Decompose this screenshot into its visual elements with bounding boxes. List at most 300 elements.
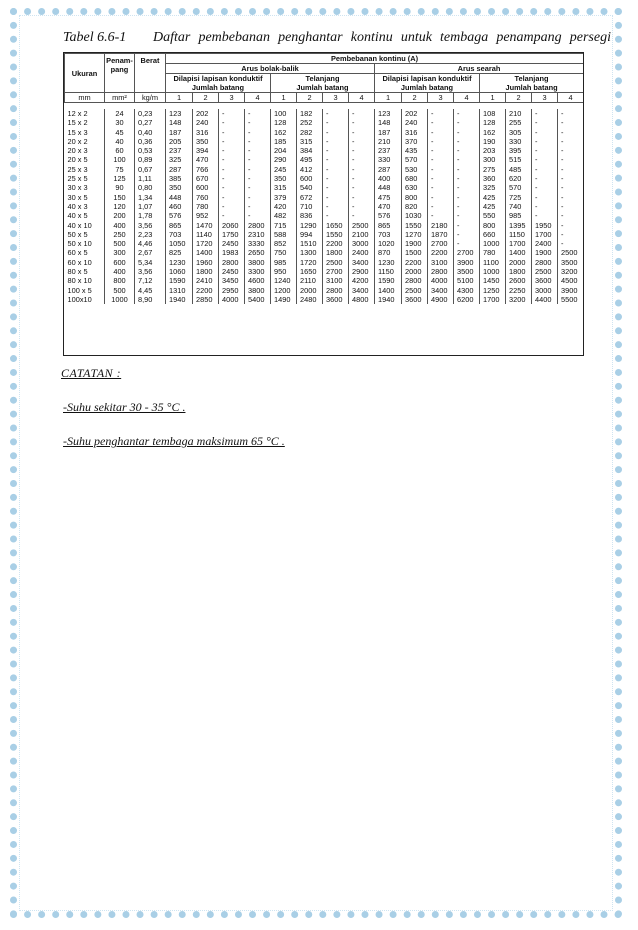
cell-current: 630 [402,183,428,192]
cell-current: 255 [506,118,532,127]
table-row [65,230,584,239]
notes-section [61,366,285,448]
load-table-frame [63,52,584,356]
cell-current: 210 [506,109,532,118]
cell-current: 2100 [349,230,375,239]
cell-current: 1750 [219,230,245,239]
cell-current: 2450 [219,267,245,276]
cell-current: 108 [480,109,506,118]
cell-berat: 0,80 [135,183,166,192]
cell-current: - [219,183,245,192]
cell-current: 4000 [428,276,454,285]
cell-current: 185 [271,137,297,146]
cell-current: 2450 [219,239,245,248]
cell-current: - [558,128,584,137]
cell-current: 5500 [558,295,584,304]
cell-current: 204 [271,146,297,155]
title-word: pembebanan [198,30,270,45]
header-pembebanan: Pembebanan kontinu (A) [166,54,584,64]
cell-current: - [349,183,375,192]
unit-bar-count: 4 [558,93,584,103]
cell-current: 3400 [349,258,375,267]
cell-ukuran: 20 x 3 [67,146,88,156]
cell-current: 715 [271,221,297,230]
cell-current: 330 [506,137,532,146]
cell-current: 740 [506,202,532,211]
cell-current: 1510 [297,239,323,248]
cell-current: - [428,211,454,220]
cell-current: 1550 [323,230,349,239]
cell-penampang: 800 [105,276,135,285]
cell-berat: 1,34 [135,193,166,202]
cell-current: - [245,211,271,220]
cell-current: 672 [297,193,323,202]
cell-current: 1310 [166,286,193,295]
header-ac-dilapisi-label: Dilapisi lapisan konduktif [173,74,263,83]
cell-ukuran: 80 x 10 [67,276,92,286]
cell-current: 865 [166,221,193,230]
cell-berat: 4,45 [135,286,166,295]
cell-current: - [454,118,480,127]
cell-current: - [428,128,454,137]
cell-current: 300 [480,155,506,164]
cell-current: 3200 [506,295,532,304]
cell-current: 1270 [402,230,428,239]
cell-current: 766 [193,165,219,174]
cell-current: 530 [402,165,428,174]
note-item: -Suhu sekitar 30 - 35 °C . [63,400,186,414]
unit-mm2: mm² [105,93,135,103]
cell-current: - [219,137,245,146]
cell-current: 660 [480,230,506,239]
cell-current: 2000 [402,267,428,276]
cell-current: 379 [271,193,297,202]
cell-current: 3300 [245,267,271,276]
cell-current: 576 [375,211,402,220]
cell-current: 275 [480,165,506,174]
cell-penampang: 30 [105,118,135,127]
cell-current: 1490 [271,295,297,304]
cell-current: 4600 [245,276,271,285]
cell-current: 2600 [506,276,532,285]
cell-current: 588 [271,230,297,239]
cell-ukuran: 25 x 3 [67,164,88,174]
cell-current: 100 [271,109,297,118]
header-dc-dilapisi [375,74,480,93]
cell-current: 600 [297,174,323,183]
table-row [65,165,584,174]
cell-current: 1700 [506,239,532,248]
cell-current: - [532,193,558,202]
cell-current: 2800 [532,258,558,267]
cell-current: - [245,155,271,164]
cell-current: 2800 [245,221,271,230]
cell-current: 950 [271,267,297,276]
cell-current: - [558,239,584,248]
cell-current: - [323,174,349,183]
cell-penampang: 24 [105,109,135,118]
cell-current: 425 [480,193,506,202]
cell-berat: 7,12 [135,276,166,285]
cell-current: 2500 [323,258,349,267]
cell-current: - [532,109,558,118]
cell-current: 3500 [558,258,584,267]
cell-current: - [558,118,584,127]
cell-current: 2500 [402,286,428,295]
cell-current: - [428,118,454,127]
cell-current: 182 [297,109,323,118]
cell-current: 750 [271,248,297,257]
cell-current: 3800 [245,258,271,267]
cell-current: 3000 [532,286,558,295]
cell-current: 5400 [245,295,271,304]
cell-penampang: 400 [105,221,135,230]
cell-current: - [349,128,375,137]
title-word: kontinu [350,30,393,45]
cell-current: 985 [271,258,297,267]
cell-current: 1000 [480,267,506,276]
cell-current: 780 [480,248,506,257]
cell-current: - [245,165,271,174]
unit-bar-count: 2 [506,93,532,103]
cell-ukuran: 30 x 5 [67,192,88,202]
cell-current: - [428,202,454,211]
cell-current: 1800 [323,248,349,257]
cell-current: 3600 [323,295,349,304]
cell-current: 3900 [558,286,584,295]
table-title [63,30,611,46]
cell-current: 2250 [506,286,532,295]
cell-current: - [558,193,584,202]
unit-bar-count: 4 [245,93,271,103]
cell-current: 780 [193,202,219,211]
unit-kgm: kg/m [135,93,166,103]
cell-current: 330 [375,155,402,164]
cell-current: 128 [480,118,506,127]
table-row [65,258,584,267]
header-berat: Berat [135,54,166,93]
cell-current: 282 [297,128,323,137]
title-word: penghantar [278,30,343,45]
cell-current: 2900 [349,267,375,276]
cell-current: 3450 [219,276,245,285]
cell-current: 3400 [349,286,375,295]
cell-current: 2500 [558,248,584,257]
unit-bar-count: 2 [297,93,323,103]
cell-current: 2060 [219,221,245,230]
cell-current: 2800 [219,258,245,267]
cell-current: 2200 [323,239,349,248]
cell-current: 620 [506,174,532,183]
cell-current: 203 [480,146,506,155]
unit-bar-count: 3 [532,93,558,103]
cell-current: 485 [506,165,532,174]
cell-current: 6200 [454,295,480,304]
cell-current: 2480 [297,295,323,304]
table-row [65,239,584,248]
cell-current: 190 [480,137,506,146]
cell-current: 820 [402,202,428,211]
cell-current: 2850 [193,295,219,304]
cell-current: 3400 [428,286,454,295]
cell-current: 1150 [506,230,532,239]
cell-current: 1230 [166,258,193,267]
cell-current: 1230 [375,258,402,267]
cell-current: - [323,202,349,211]
cell-current: 470 [193,155,219,164]
cell-current: 1590 [375,276,402,285]
cell-berat: 0,89 [135,155,166,164]
cell-current: - [454,193,480,202]
cell-current: 3900 [454,258,480,267]
cell-current: 475 [375,193,402,202]
cell-current: 1050 [166,239,193,248]
cell-current: - [558,183,584,192]
cell-current: 670 [193,174,219,183]
cell-penampang: 300 [105,248,135,257]
cell-current: 3600 [402,295,428,304]
cell-current: 128 [271,118,297,127]
cell-current: 1300 [297,248,323,257]
cell-current: 252 [297,118,323,127]
table-row [65,183,584,192]
cell-penampang: 500 [105,286,135,295]
cell-current: 350 [166,183,193,192]
cell-current: 384 [297,146,323,155]
table-row [65,193,584,202]
cell-current: 2800 [402,276,428,285]
table-row [65,211,584,220]
cell-berat: 8,90 [135,295,166,304]
cell-penampang: 45 [105,128,135,137]
cell-current: 316 [193,128,219,137]
cell-current: 2500 [349,221,375,230]
cell-penampang: 120 [105,202,135,211]
cell-current: 237 [375,146,402,155]
cell-current: 210 [375,137,402,146]
table-row [65,267,584,276]
cell-current: 2700 [454,248,480,257]
unit-bar-count: 4 [349,93,375,103]
cell-berat: 3,56 [135,221,166,230]
cell-berat: 0,53 [135,146,166,155]
cell-penampang: 500 [105,239,135,248]
cell-current: 1800 [506,267,532,276]
cell-current: 952 [193,211,219,220]
header-dc-telanjang [480,74,584,93]
cell-current: 2200 [402,258,428,267]
cell-current: 1720 [193,239,219,248]
unit-bar-count: 3 [428,93,454,103]
cell-ukuran: 100x10 [67,294,92,304]
cell-current: 1870 [428,230,454,239]
cell-current: 2800 [323,286,349,295]
cell-penampang: 200 [105,211,135,220]
cell-berat: 0,27 [135,118,166,127]
cell-current: 994 [297,230,323,239]
cell-current: 1940 [375,295,402,304]
cell-current: - [558,211,584,220]
cell-current: 290 [271,155,297,164]
cell-current: 1150 [375,267,402,276]
table-row [65,286,584,295]
cell-current: 1500 [402,248,428,257]
cell-current: 3600 [532,276,558,285]
cell-current: - [532,146,558,155]
cell-current: - [454,211,480,220]
cell-current: - [219,118,245,127]
cell-current: 412 [297,165,323,174]
cell-penampang: 125 [105,174,135,183]
cell-current: - [219,146,245,155]
cell-current: 1400 [506,248,532,257]
cell-current: 1650 [323,221,349,230]
title-word: Daftar [153,30,191,45]
table-row [65,174,584,183]
cell-current: 836 [297,211,323,220]
cell-current: 1250 [480,286,506,295]
cell-current: 576 [166,211,193,220]
cell-current: 2950 [219,286,245,295]
cell-current: 2400 [349,248,375,257]
cell-current: - [558,165,584,174]
cell-current: - [245,128,271,137]
cell-current: - [219,211,245,220]
cell-current: - [219,202,245,211]
cell-current: 2410 [193,276,219,285]
title-word: persegi [569,30,611,45]
cell-current: - [349,146,375,155]
cell-current: 3800 [245,286,271,295]
cell-ukuran: 60 x 5 [67,248,88,258]
cell-current: 3200 [558,267,584,276]
cell-current: - [558,146,584,155]
cell-current: 2000 [506,258,532,267]
unit-bar-count: 1 [271,93,297,103]
cell-current: 187 [375,128,402,137]
cell-current: 4800 [349,295,375,304]
cell-penampang: 1000 [105,295,135,304]
cell-current: 470 [375,202,402,211]
cell-penampang: 75 [105,165,135,174]
cell-current: 550 [480,211,506,220]
cell-ukuran: 20 x 2 [67,136,88,146]
cell-current: - [454,109,480,118]
cell-current: 425 [480,202,506,211]
cell-current: - [428,174,454,183]
cell-current: - [245,109,271,118]
cell-ukuran: 15 x 2 [67,118,88,128]
cell-penampang: 90 [105,183,135,192]
unit-bar-count: 3 [219,93,245,103]
cell-current: 1140 [193,230,219,239]
cell-current: - [532,137,558,146]
cell-current: - [323,109,349,118]
cell-current: 2650 [245,248,271,257]
cell-current: - [558,221,584,230]
unit-mm: mm [65,93,105,103]
cell-current: 3500 [454,267,480,276]
table-row [65,109,584,118]
cell-current: - [219,128,245,137]
cell-current: 1450 [480,276,506,285]
cell-current: - [532,211,558,220]
title-word: tembaga [440,30,489,45]
cell-current: 4200 [349,276,375,285]
cell-current: - [245,193,271,202]
header-ac-dilapisi-jumlah: Jumlah batang [191,83,245,92]
table-row [65,155,584,164]
cell-current: - [323,165,349,174]
cell-current: 1400 [375,286,402,295]
cell-berat: 0,67 [135,165,166,174]
cell-current: 4400 [532,295,558,304]
cell-berat: 1,11 [135,174,166,183]
cell-current: - [245,137,271,146]
cell-current: 570 [506,183,532,192]
cell-current: - [532,202,558,211]
cell-current: 4000 [219,295,245,304]
cell-current: 1020 [375,239,402,248]
cell-current: 2110 [297,276,323,285]
cell-current: - [349,211,375,220]
cell-current: 385 [166,174,193,183]
cell-current: 325 [480,183,506,192]
cell-penampang: 250 [105,230,135,239]
load-table [64,53,584,304]
cell-current: - [219,165,245,174]
cell-ukuran: 30 x 3 [67,183,88,193]
cell-current: 205 [166,137,193,146]
cell-penampang: 40 [105,137,135,146]
cell-penampang: 600 [105,258,135,267]
cell-current: - [428,165,454,174]
cell-current: - [323,183,349,192]
cell-current: - [532,165,558,174]
cell-berat: 1,07 [135,202,166,211]
header-penampang: Penam-pang [105,54,135,93]
header-ac-dilapisi [166,74,271,93]
unit-bar-count: 4 [454,93,480,103]
cell-current: 2700 [428,239,454,248]
cell-current: 448 [375,183,402,192]
cell-current: 3100 [323,276,349,285]
cell-current: 1240 [271,276,297,285]
cell-current: 703 [166,230,193,239]
cell-current: 123 [166,109,193,118]
cell-current: 394 [193,146,219,155]
unit-bar-count: 1 [480,93,506,103]
cell-current: 1720 [297,258,323,267]
notes-heading: CATATAN : [61,366,122,380]
cell-current: 237 [166,146,193,155]
cell-current: 1590 [166,276,193,285]
cell-current: - [558,230,584,239]
table-caption [153,30,611,46]
cell-current: 3100 [428,258,454,267]
cell-current: 2000 [297,286,323,295]
cell-current: 1290 [297,221,323,230]
cell-current: 1900 [402,239,428,248]
cell-berat: 4,46 [135,239,166,248]
header-dc-telanjang-jumlah: Jumlah batang [505,83,558,92]
table-body [65,103,584,305]
cell-current: 1400 [193,248,219,257]
cell-current: - [323,118,349,127]
cell-berat: 1,78 [135,211,166,220]
cell-current: - [454,239,480,248]
cell-current: - [349,137,375,146]
